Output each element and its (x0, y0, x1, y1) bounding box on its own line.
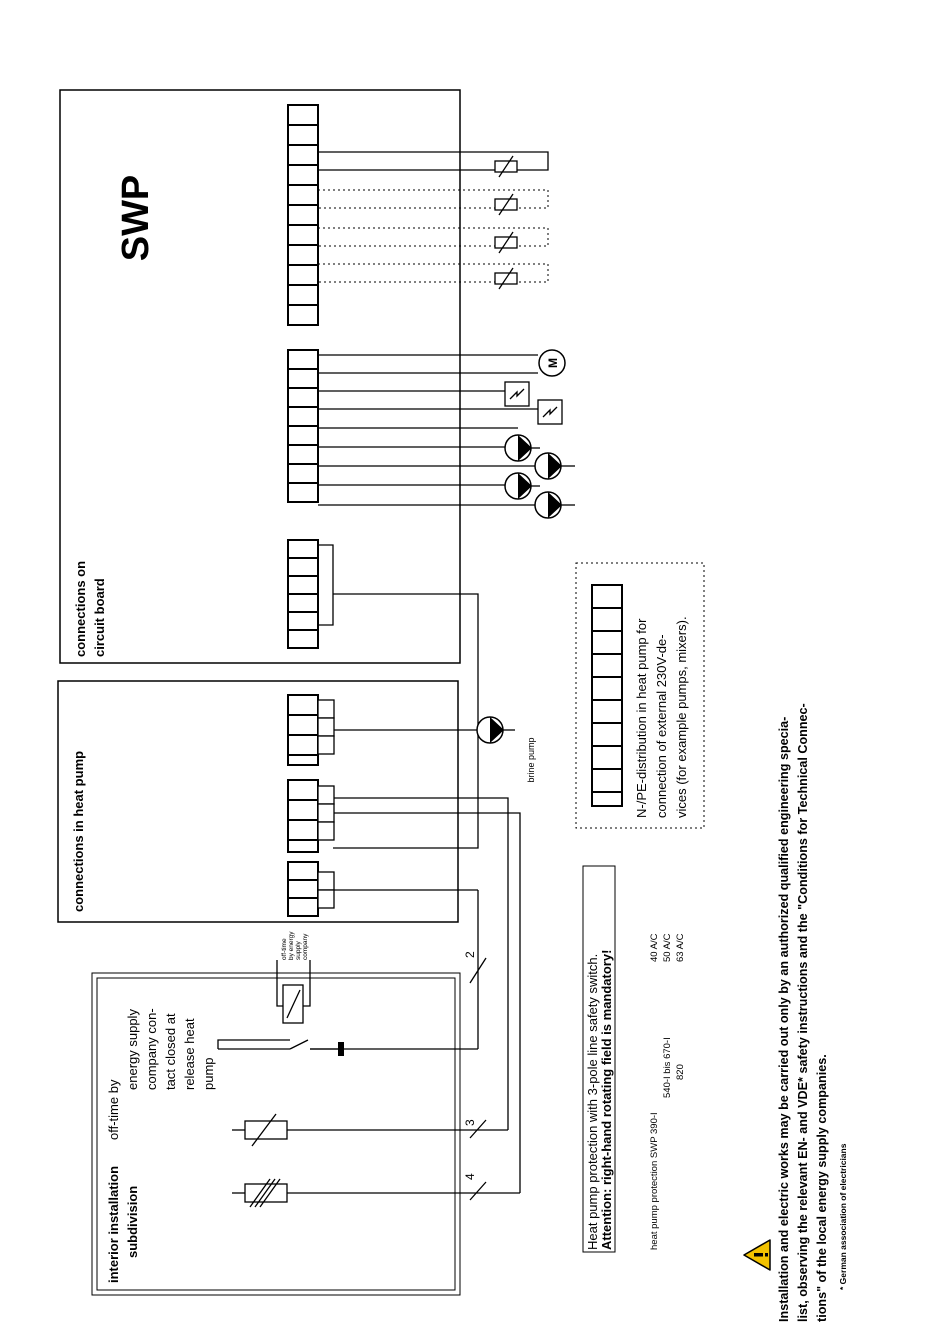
terminal-strip-brine (288, 695, 318, 765)
swp-title: SWP (115, 174, 157, 262)
protection-model-2: 540-I bis 670-I (662, 1037, 673, 1098)
control-bracket (318, 545, 478, 848)
terminal-strip-contact (288, 862, 318, 916)
relay-label-2: by energy (288, 931, 295, 960)
npe-line-2: connection of external 230V-de- (654, 634, 669, 818)
ntc-sensor-icon (495, 156, 517, 289)
terminal-strip-sensors (288, 105, 318, 325)
interior-title-2: subdivision (125, 1185, 140, 1258)
interior-contact-line-2: energy supply (125, 1009, 140, 1090)
interior-contact-line-3: company con- (144, 1008, 159, 1090)
protection-line-1: Heat pump protection with 3-pole line safety switch. (585, 953, 600, 1250)
protection-value-1: 40 A/C (649, 933, 660, 962)
interior-contact-line-6: pump (201, 1057, 216, 1090)
relay-label-4: company (302, 933, 309, 960)
npe-line-3: vices (for example pumps, mixers). (674, 616, 689, 818)
interior-contact-line-4: tact closed at (163, 1013, 178, 1090)
protection-model-3: 820 (675, 1064, 686, 1080)
circuit-board-label-2: circuit board (92, 578, 107, 657)
protection-table-label: heat pump protection SWP 390-I (649, 1112, 660, 1250)
terminal-strip-control (288, 540, 318, 648)
motor-label: M (546, 358, 560, 368)
relay-icon (505, 382, 562, 424)
interior-contact-line-5: release heat (182, 1018, 197, 1090)
warning-line-3: tions" of the local energy supply companies. (815, 1054, 829, 1322)
relay-label-3: supply (295, 941, 302, 960)
heat-pump-label: connections in heat pump (71, 750, 86, 912)
wire-count-2: 2 (463, 951, 477, 958)
wire-count-3: 3 (463, 1119, 477, 1126)
interior-title-1: interior installation (106, 1165, 121, 1283)
terminal-strip-outputs (288, 350, 318, 502)
warning-line-1: Installation and electric works may be carried out only by an authorized qualified engineering specia- (777, 716, 791, 1322)
warning-footnote: * German association of electricians (838, 1143, 848, 1290)
relay-label-1: off-time (281, 938, 288, 960)
supply-contact-switch (218, 890, 478, 1049)
warning-icon (744, 1240, 770, 1270)
motor-icon (539, 350, 565, 376)
protection-value-2: 50 A/C (662, 933, 673, 962)
protection-value-3: 63 A/C (675, 933, 686, 962)
interior-contact-line-1: off-time by (106, 1079, 121, 1140)
npe-line-1: N-/PE-distribution in heat pump for (634, 618, 649, 818)
warning-line-2: list, observing the relevant EN- and VDE* safety instructions and the "Conditions for Technical Connec- (796, 703, 810, 1322)
circuit-board-label-1: connections on (73, 560, 88, 657)
heat-pump-box (58, 681, 458, 922)
protection-line-2: Attention: right-hand rotating field is mandatory! (599, 949, 614, 1250)
feed-wires (334, 798, 520, 1200)
terminal-brackets (318, 700, 334, 908)
npe-terminal-strip (592, 585, 622, 806)
off-time-relay (277, 960, 310, 1023)
wire-count-4: 4 (463, 1173, 477, 1180)
brine-pump-label: brine pump (526, 737, 536, 783)
terminal-strip-phase (288, 780, 318, 852)
switch-terminal (338, 1042, 344, 1056)
brine-pump-icon (334, 717, 515, 743)
